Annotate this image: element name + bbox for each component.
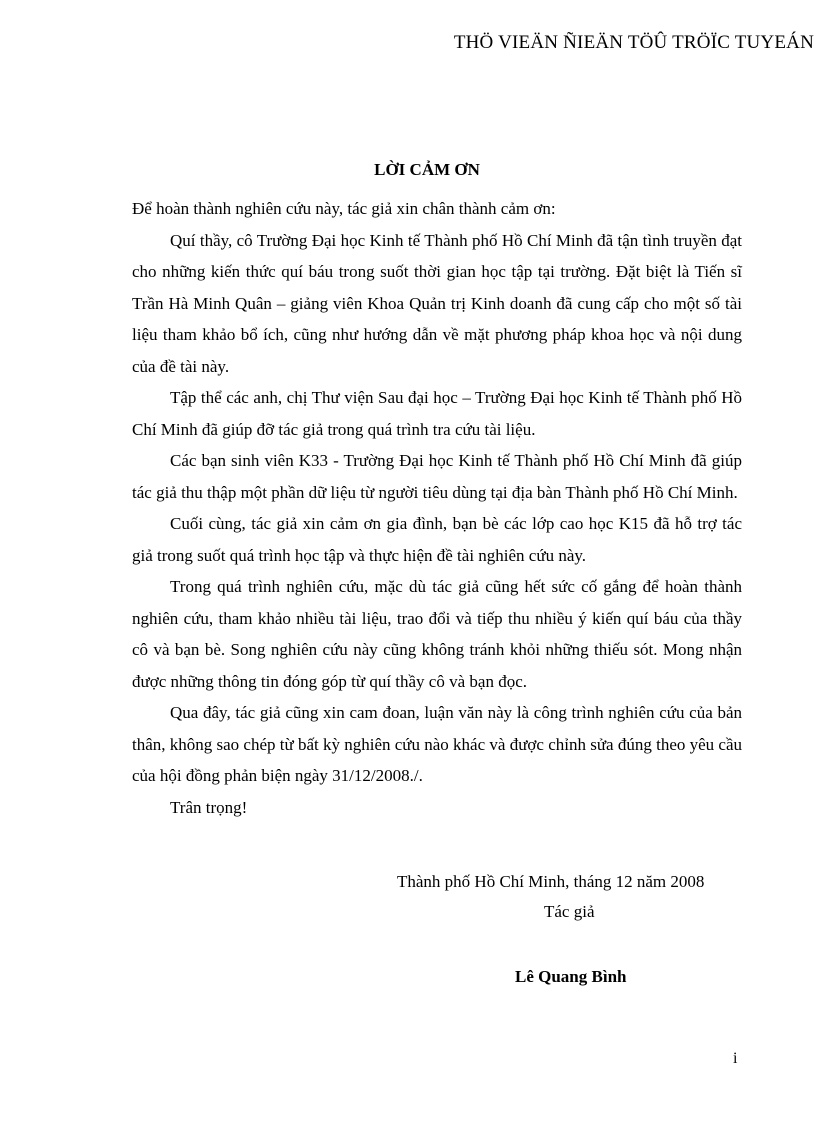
acknowledgement-body xyxy=(132,193,742,823)
paragraph-shortcomings: Trong quá trình nghiên cứu, mặc dù tác giả cũng hết sức cố gắng để hoàn thành nghiên cứu, tham khảo nhiều tài liệu, trao đổi và tiếp thu nhiều ý kiến quí báu của thầy cô và bạn bè. Song nghiên cứu này cũng không tránh khỏi những thiếu sót. Mong nhận được những thông tin đóng góp từ quí thầy cô và bạn đọc. xyxy=(132,577,742,691)
paragraph-family: Cuối cùng, tác giả xin cảm ơn gia đình, bạn bè các lớp cao học K15 đã hỗ trợ tác giả trong suốt quá trình học tập và thực hiện đề tài nghiên cứu này. xyxy=(132,514,742,565)
signature-date: Thành phố Hồ Chí Minh, tháng 12 năm 2008 xyxy=(397,872,705,891)
page-title: LỜI CẢM ƠN xyxy=(374,160,480,179)
intro-paragraph: Để hoàn thành nghiên cứu này, tác giả xin chân thành cảm ơn: xyxy=(132,199,556,218)
paragraph-students: Các bạn sinh viên K33 - Trường Đại học Kinh tế Thành phố Hồ Chí Minh đã giúp tác giả thu thập một phần dữ liệu từ người tiêu dùng tại địa bàn Thành phố Hồ Chí Minh. xyxy=(132,451,742,502)
library-header: THÖ VIEÄN ÑIEÄN TÖÛ TRÖÏC TUYEÁN xyxy=(453,32,814,53)
author-name: Lê Quang Bình xyxy=(515,967,627,986)
paragraph-closing: Trân trọng! xyxy=(170,797,248,817)
author-label: Tác giả xyxy=(544,902,595,921)
paragraph-declaration: Qua đây, tác giả cũng xin cam đoan, luận văn này là công trình nghiên cứu của bản thân, không sao chép từ bất kỳ nghiên cứu nào khác và được chỉnh sửa đúng theo yêu cầu của hội đồng phản biện ngày 31/12/2008./. xyxy=(132,703,742,785)
paragraph-teachers: Quí thầy, cô Trường Đại học Kinh tế Thành phố Hồ Chí Minh đã tận tình truyền đạt cho những kiến thức quí báu trong suốt thời gian học tập tại trường. Đặt biệt là Tiến sĩ Trần Hà Minh Quân – giảng viên Khoa Quản trị Kinh doanh đã cung cấp cho một số tài liệu tham khảo bổ ích, cũng như hướng dẫn về mặt phương pháp khoa học và nội dung của đề tài này. xyxy=(132,230,742,376)
paragraph-library: Tập thể các anh, chị Thư viện Sau đại học – Trường Đại học Kinh tế Thành phố Hồ Chí Minh đã giúp đỡ tác giả trong quá trình tra cứu tài liệu. xyxy=(132,388,742,439)
page-number: i xyxy=(733,1050,738,1067)
